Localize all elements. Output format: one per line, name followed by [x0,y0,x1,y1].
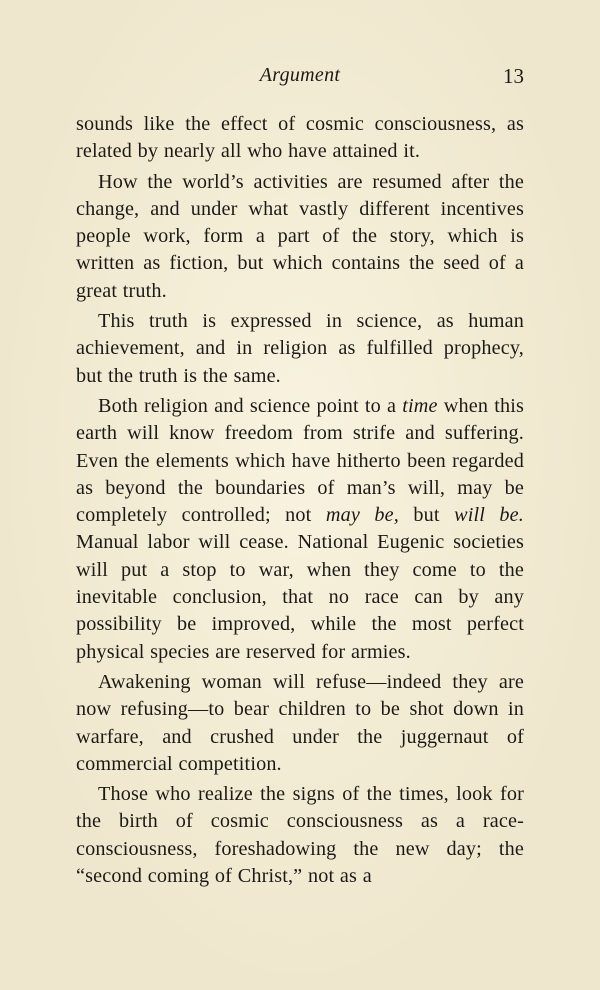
italic-emphasis: will be. [454,504,524,527]
running-head [0,64,600,94]
paragraph-4 [76,393,524,666]
text-run: Manual labor will cease. National Eugenic societies will put a stop to war, when they come to the inevitable conclusion, that no race can by any possibility be improved, while the most perfect physical species are reserved for armies. [76,531,524,663]
text-run: sounds like the effect of cosmic consciousness, as related by nearly all who have attained it. [76,113,524,163]
page-number: 13 [503,64,524,88]
paragraph-2 [76,169,524,305]
paragraph-6 [76,781,524,890]
text-run: but [398,504,455,527]
italic-emphasis: may be, [325,504,399,527]
text-run: How the world’s activities are resumed after the change, and under what vastly different incentives people work, form a part of the story, which is written as fiction, but which contains the seed of a great truth. [76,170,524,302]
text-run: when this earth will know freedom from strife and suffering. Even the elements which have hitherto been regarded as beyond the boundaries of man’s will, may be completely controlled; not [76,394,524,527]
text-run: This truth is expressed in science, as human achievement, and in religion as fulfilled prophecy, but the truth is the same. [76,310,524,387]
running-title: Argument [259,64,341,86]
paragraph-5 [76,669,524,778]
text-run: Those who realize the signs of the times, look for the birth of cosmic consciousness as a race-consciousness, foreshadowing the new day; the “second coming of Christ,” not as a [76,783,524,888]
paragraph-1 [76,111,524,166]
body-text [76,111,524,893]
italic-emphasis: time [402,394,438,417]
paragraph-3 [76,308,524,390]
text-run: Both religion and science point to a [98,394,403,417]
text-run: Awakening woman will refuse—indeed they are now refusing—to bear children to be shot down in warfare, and crushed under the juggernaut of commercial competition. [76,670,524,775]
